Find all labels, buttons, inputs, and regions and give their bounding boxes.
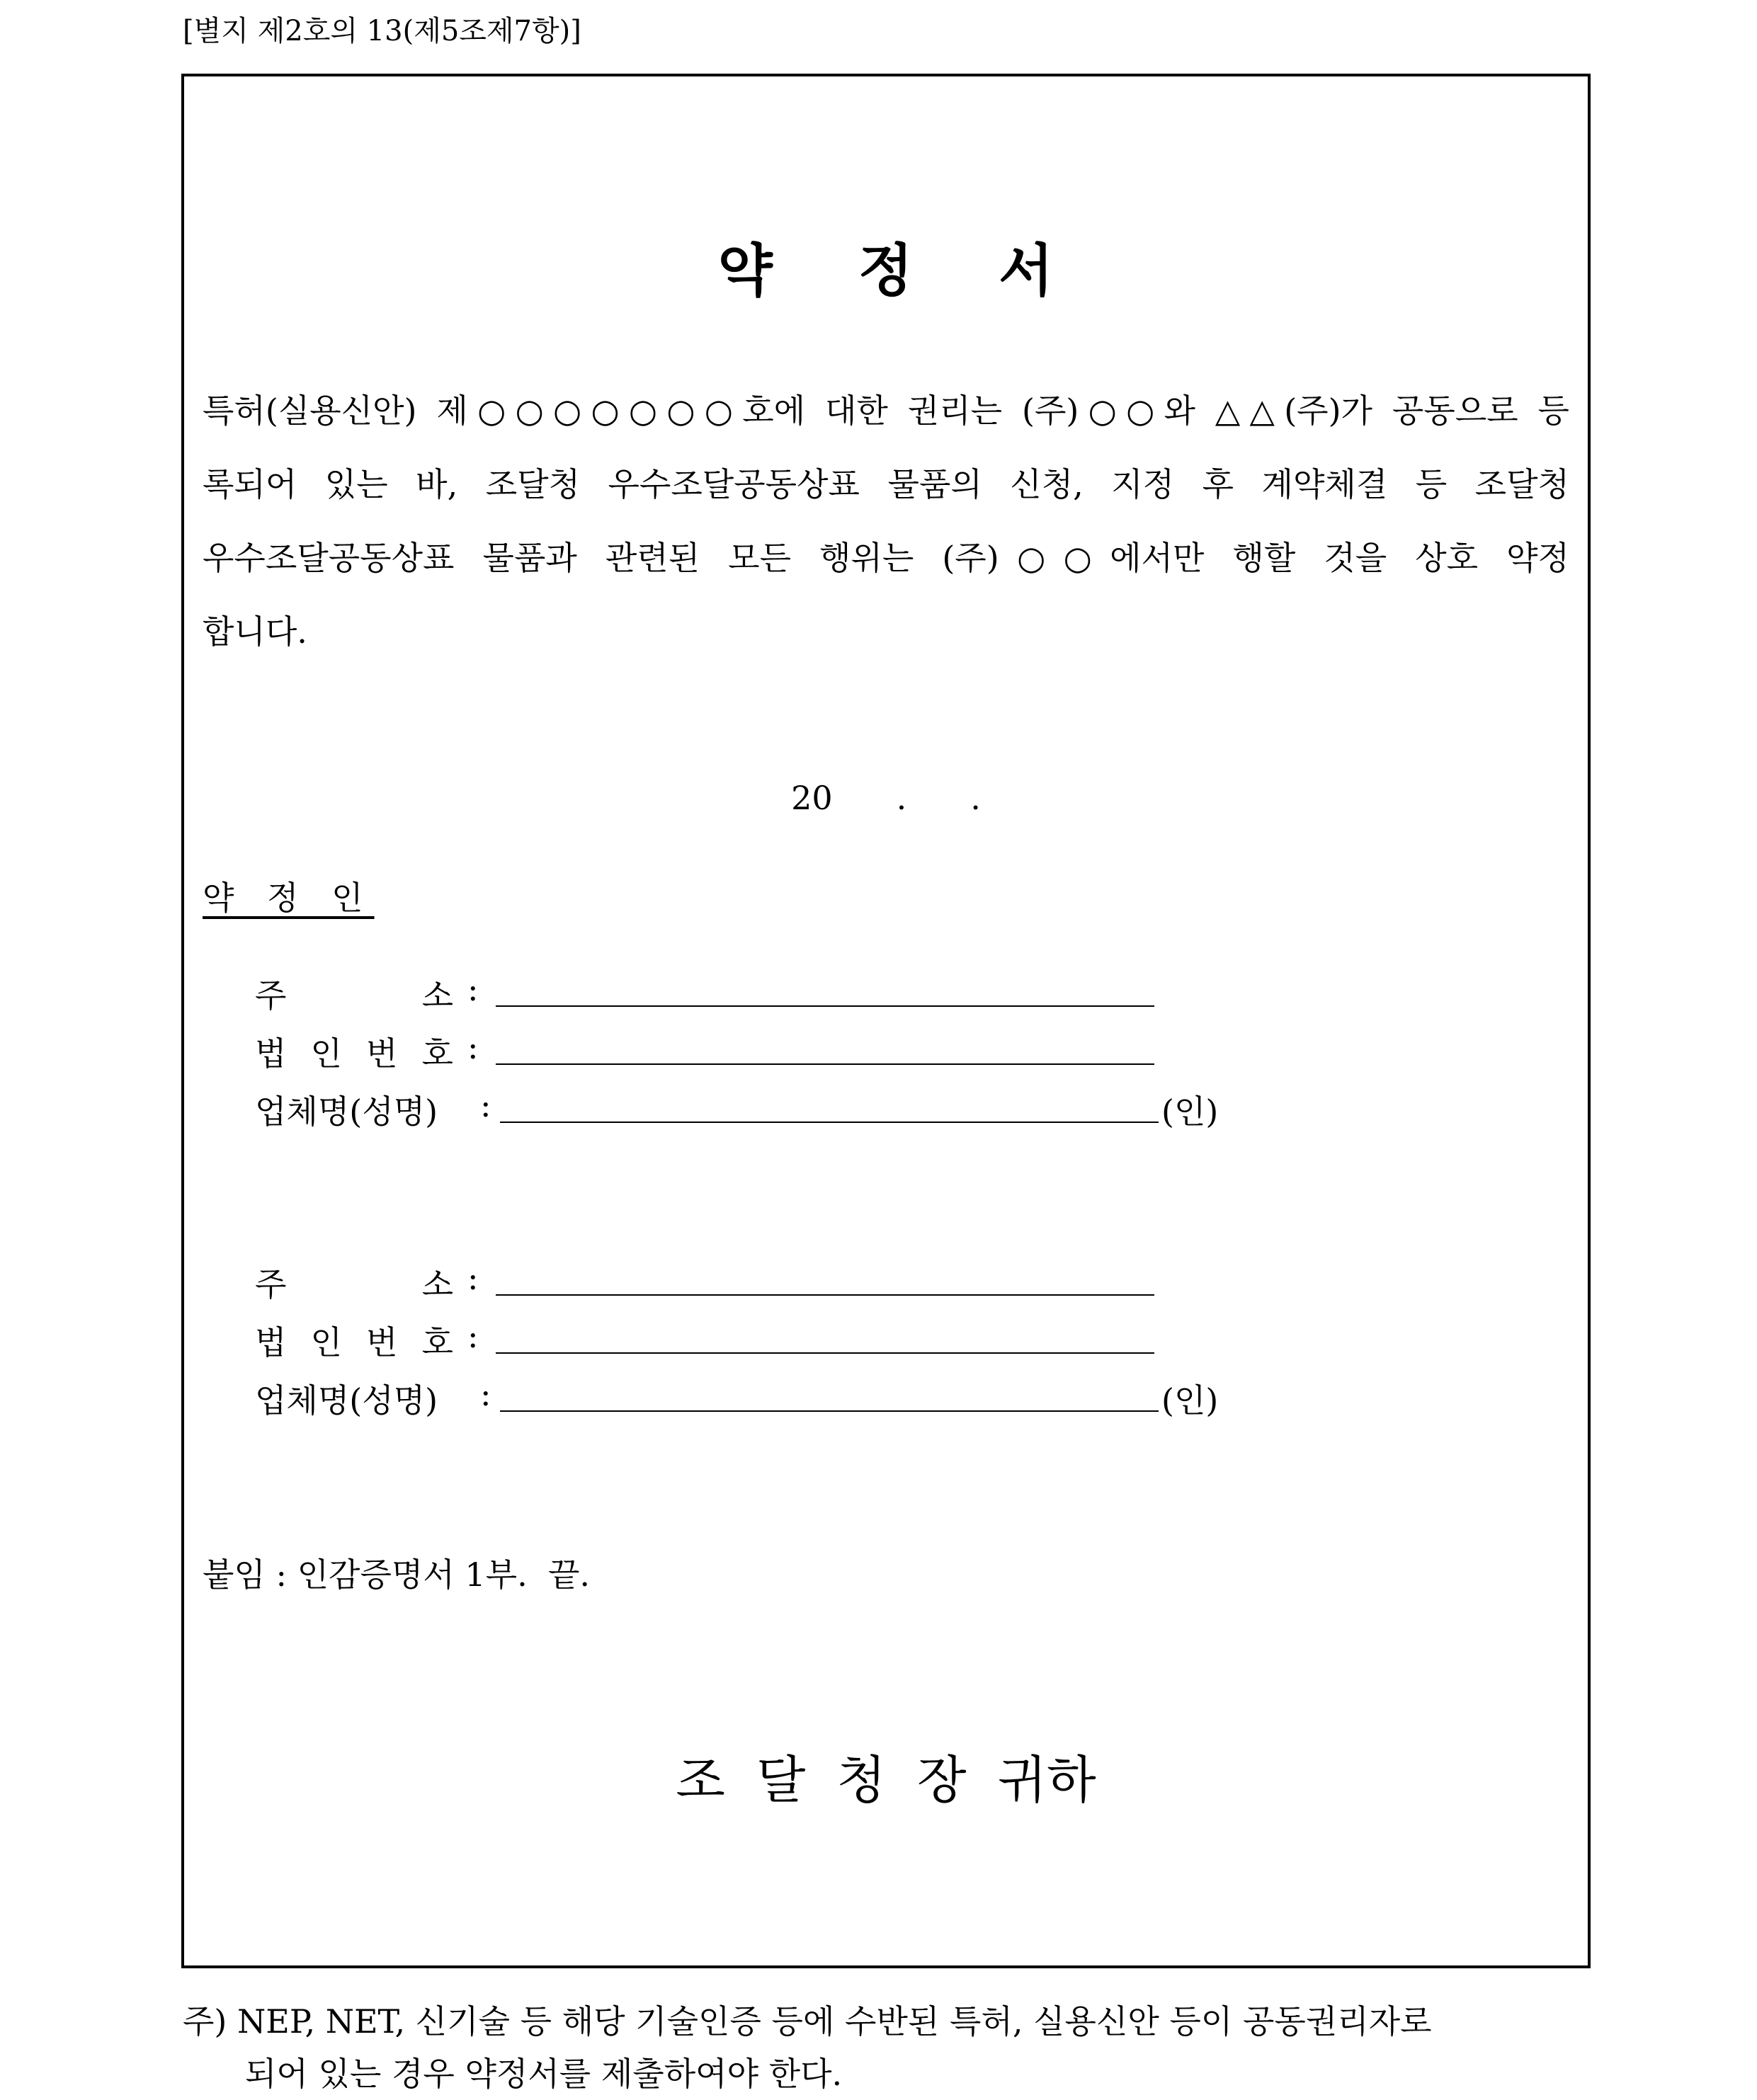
date-line — [184, 779, 1588, 817]
seal-mark: (인) — [1161, 1092, 1219, 1131]
company-name-field[interactable] — [500, 1410, 1159, 1412]
company-name-label: 업체명(성명) — [255, 1092, 438, 1131]
seal-mark: (인) — [1161, 1381, 1219, 1420]
address-field[interactable] — [496, 1005, 1154, 1007]
address-label: 주 소 — [255, 976, 453, 1015]
date-dot: . — [896, 779, 907, 817]
document-title — [184, 225, 1588, 307]
address-field[interactable] — [496, 1294, 1154, 1296]
footnote-line: 되어 있는 경우 약정서를 제출하여야 한다. — [245, 2055, 843, 2093]
body-line: 록되어 있는 바, 조달청 우수조달공동상표 물품의 신청, 지정 후 계약체결 등 조달청 — [203, 465, 1569, 503]
parties-label: 약 정 인 — [203, 879, 375, 917]
date-dot: . — [970, 779, 981, 817]
title-char: 약 — [717, 237, 773, 304]
corp-number-field[interactable] — [496, 1063, 1154, 1065]
date-year: 20 — [791, 779, 833, 817]
header-note: [별지 제2호의 13(제5조제7항)] — [183, 15, 581, 47]
company-name-label: 업체명(성명) — [255, 1381, 438, 1420]
body-line: 합니다. — [203, 612, 307, 651]
body-line: 우수조달공동상표 물품과 관련된 모든 행위는 (주)○○에서만 행할 것을 상호 약정 — [203, 539, 1569, 577]
corp-number-label: 법 인 번 호 — [255, 1034, 453, 1073]
title-char: 서 — [999, 237, 1054, 304]
footnote — [183, 1995, 1432, 2100]
company-name-field[interactable] — [500, 1122, 1159, 1123]
body-line: 특허(실용신안) 제○○○○○○○호에 대한 권리는 (주)○○와 △△(주)가 공동으로 등 — [203, 392, 1569, 430]
corp-number-field[interactable] — [496, 1352, 1154, 1354]
agreement-body — [203, 374, 1569, 668]
document-frame: 약 정 서 특허(실용신안) 제○○○○○○○호에 대한 권리는 (주)○○와 △△(주)가 공동으로 등 록되어 있는 바, 조달청 우수조달공동상표 물품의 신청, 지정 후 계약체결 등 조달청 우수조달공동상표 물품과 관련된 모든 행위는 (주)○○에서만 행할 것을 상호 약정 합니다. 20 . . 약 정 인 주 소 : 법 인 번 호 : 업체명(성명) : (인) 주 소 : 법 인 번 호 : 업체명(성명) : (인) 붙임 : 인감증명서 1부. 끝. 조 달 청 장 귀하 — [181, 74, 1591, 1968]
title-char: 정 — [858, 237, 914, 304]
addressee: 조 달 청 장 귀하 — [676, 1750, 1096, 1810]
address-label: 주 소 — [255, 1265, 453, 1303]
attachment-note: 붙임 : 인감증명서 1부. 끝. — [203, 1556, 591, 1594]
footnote-line: 주) NEP, NET, 신기술 등 해당 기술인증 등에 수반된 특허, 실용신안 등이 공동권리자로 — [183, 2002, 1432, 2041]
corp-number-label: 법 인 번 호 — [255, 1323, 453, 1362]
